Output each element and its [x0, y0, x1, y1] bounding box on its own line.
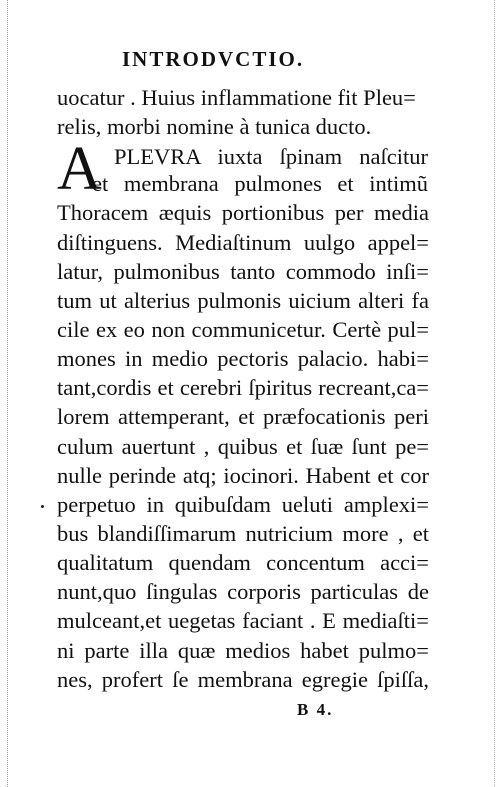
text-line-2: relis, morbi nomine à tunica ducto.: [57, 114, 372, 139]
text-line-6: diſtinguens. Mediaſtinum uulgo appel=: [57, 230, 429, 255]
text-line-18: nunt,quo ſingulas corporis particulas de: [57, 579, 429, 604]
text-line-8: tum ut alterius pulmonis uicium alteri fa: [57, 288, 429, 313]
text-line-19: mulceant,et uegetas faciant . E mediaſti=: [57, 608, 429, 633]
signature-mark: B 4.: [297, 700, 334, 719]
text-line-21: nes, profert ſe membrana egregie ſpiſſa,: [57, 667, 429, 692]
text-line-12: lorem attemperant, et præfocationis peri: [57, 404, 429, 429]
text-line-3: PLEVRA iuxta ſpinam naſcitur: [114, 144, 428, 169]
text-line-5: Thoracem æquis portionibus per media: [57, 200, 429, 225]
text-line-11: tant,cordis et cerebri ſpiritus recreant,ca=: [57, 375, 429, 400]
left-page-edge: [7, 0, 8, 787]
text-line-16: bus blandiſſimarum nutricium more , et: [57, 521, 429, 546]
text-line-20: ni parte illa quæ medios habet pulmo=: [57, 638, 429, 663]
text-line-17: qualitatum quendam concentum acci=: [57, 550, 429, 575]
right-page-edge: [494, 0, 495, 787]
margin-mark: [41, 505, 44, 508]
drop-capital: A: [57, 135, 102, 203]
text-line-15: perpetuo in quibuſdam ueluti amplexi=: [57, 492, 429, 517]
text-line-1: uocatur . Huius inflammatione fit Pleu=: [57, 85, 416, 110]
text-line-13: culum auertunt , quibus et ſuæ ſunt pe=: [57, 434, 429, 459]
text-line-9: cile ex eo non communicetur. Certè pul=: [57, 317, 429, 342]
text-line-7: latur, pulmonibus tanto commodo inſi=: [57, 259, 429, 284]
text-line-14: nulle perinde atq; iocinori. Habent et cor: [57, 463, 429, 488]
text-line-4: et membrana pulmones et intimũ: [92, 171, 428, 196]
text-line-10: mones in medio pectoris palacio. habi=: [57, 346, 429, 371]
running-header: INTRODVCTIO.: [122, 47, 305, 71]
